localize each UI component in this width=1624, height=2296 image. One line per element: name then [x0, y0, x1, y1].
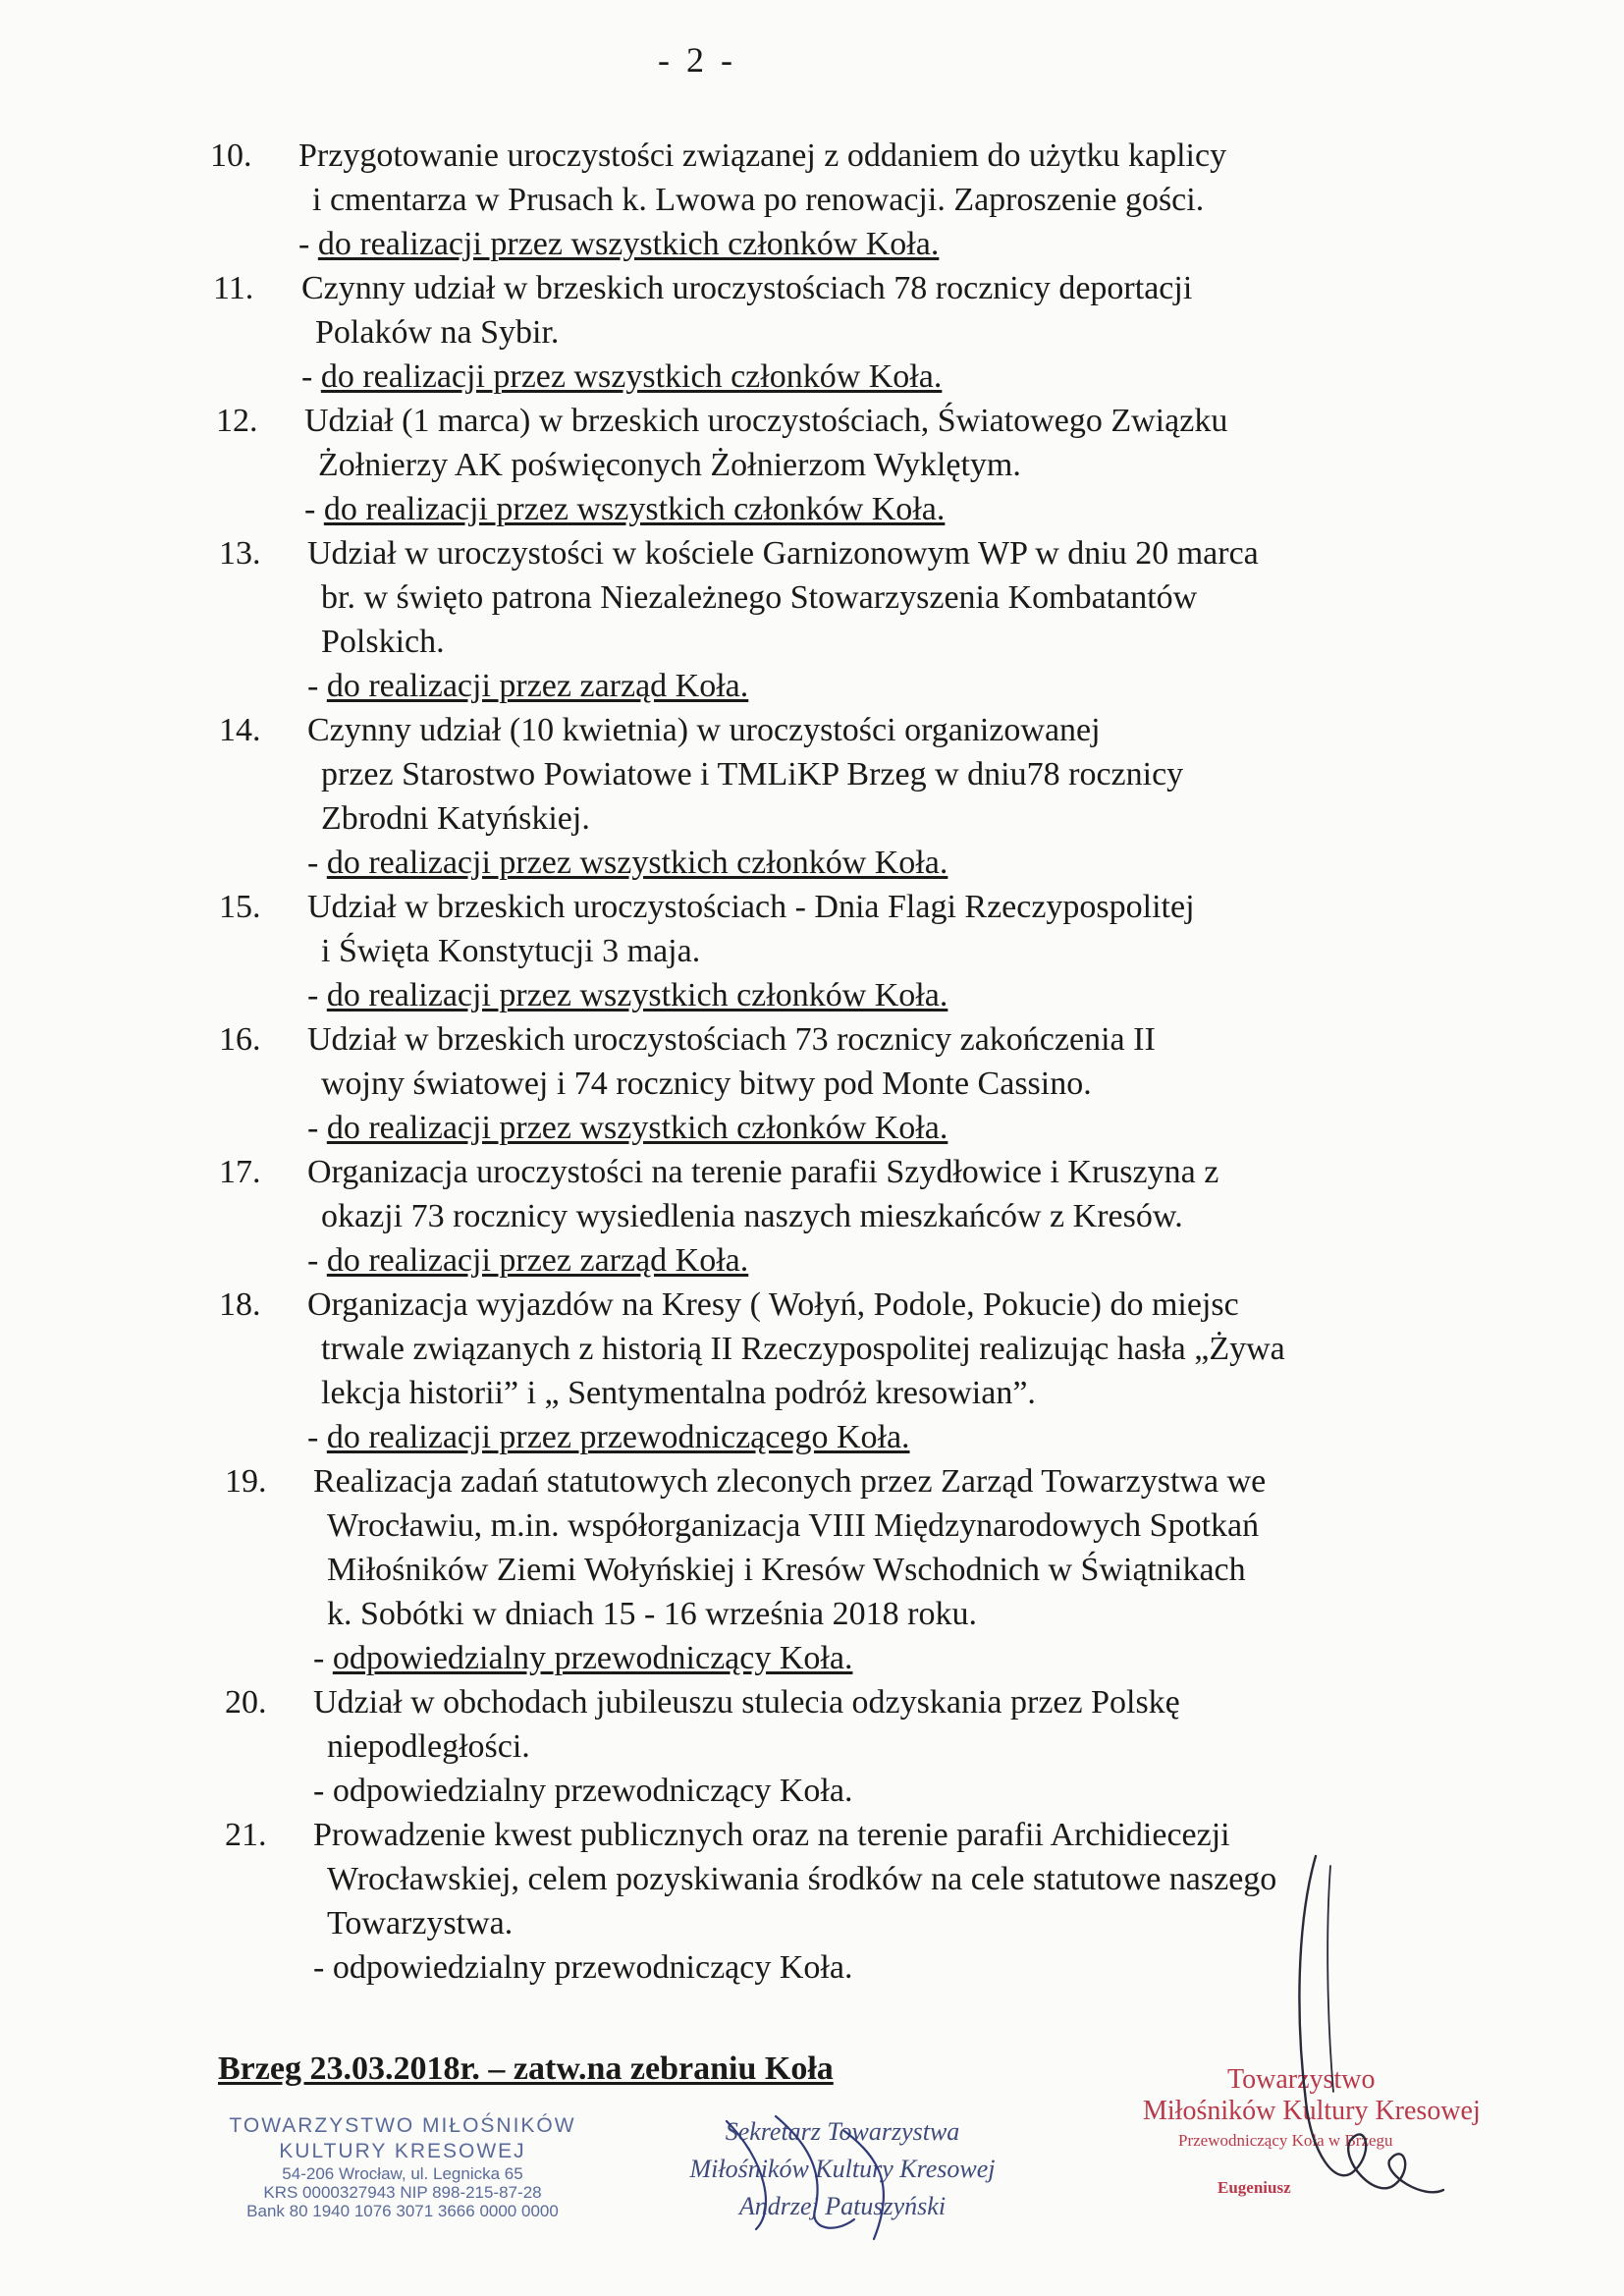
item-responsible: [301, 355, 1487, 399]
item-text-line: br. w święto patrona Niezależnego Stowarzyszenia Kombatantów: [321, 579, 1198, 616]
responsible-text: do realizacji przez zarząd Koła.: [326, 668, 749, 704]
responsible-text: odpowiedzialny przewodniczący Koła.: [332, 1640, 853, 1676]
item-number: 14.: [219, 712, 261, 748]
item-text-line: Organizacja wyjazdów na Kresy ( Wołyń, Podole, Pokucie) do miejsc: [307, 1286, 1239, 1323]
item-responsible: [307, 1415, 1487, 1459]
item-text-line: i Święta Konstytucji 3 maja.: [321, 933, 701, 969]
item-text-line: niepodległości.: [327, 1728, 530, 1765]
responsible-dash: -: [307, 668, 327, 704]
item-text-line: Zbrodni Katyńskiej.: [321, 800, 590, 837]
page-number: - 2 -: [658, 40, 736, 80]
item-number: 19.: [225, 1463, 267, 1500]
chairman-stamp-line-2: Miłośników Kultury Kresowej: [1143, 2096, 1481, 2126]
responsible-dash: -: [307, 845, 327, 881]
item-text-line: Udział w brzeskich uroczystościach - Dnia Flagi Rzeczypospolitej: [307, 889, 1195, 925]
item-text-line: Polskich.: [321, 624, 445, 660]
responsible-text: do realizacji przez wszystkich członków Koła.: [320, 358, 943, 395]
item-responsible: [307, 841, 1487, 885]
item-responsible: [307, 973, 1487, 1017]
item-number: 11.: [213, 270, 254, 306]
item-number: 12.: [216, 403, 258, 439]
stamp-org-name: TOWARZYSTWO MIŁOŚNIKÓW: [229, 2114, 576, 2137]
secretary-org: Miłośników Kultury Kresowej: [689, 2155, 996, 2183]
item-text-line: Organizacja uroczystości na terenie parafii Szydłowice i Kruszyna z: [307, 1154, 1219, 1190]
item-text-line: i cmentarza w Prusach k. Lwowa po renowacji. Zaproszenie gości.: [312, 182, 1205, 218]
item-number: 18.: [219, 1286, 261, 1323]
responsible-dash: -: [307, 1419, 327, 1455]
stamp-bank: Bank 80 1940 1076 3071 3666 0000 0000: [246, 2202, 559, 2220]
item-responsible: [307, 1238, 1487, 1283]
item-text-line: k. Sobótki w dniach 15 - 16 września 2018 roku.: [327, 1596, 977, 1632]
responsible-dash: -: [313, 1640, 333, 1676]
chairman-stamp-line-1: Towarzystwo: [1227, 2064, 1376, 2095]
stamp-address: 54-206 Wrocław, ul. Legnicka 65: [282, 2164, 523, 2183]
agenda-item: [219, 708, 1487, 885]
responsible-text: do realizacji przez wszystkich członków Koła.: [317, 226, 940, 262]
chairman-stamp-line-4: Eugeniusz: [1218, 2178, 1291, 2197]
item-responsible: [307, 1106, 1487, 1150]
agenda-item: [219, 1150, 1487, 1283]
item-body: [313, 1680, 1487, 1813]
item-text-line: Udział w uroczystości w kościele Garnizonowym WP w dniu 20 marca: [307, 535, 1259, 572]
item-text-line: Przygotowanie uroczystości związanej z oddaniem do użytku kaplicy: [298, 137, 1227, 174]
agenda-item: [219, 1283, 1487, 1459]
responsible-text: do realizacji przez zarząd Koła.: [326, 1242, 749, 1279]
item-text-line: Towarzystwa.: [327, 1905, 514, 1941]
agenda-item: [225, 1459, 1487, 1680]
item-body: [307, 708, 1487, 885]
item-body: [307, 1283, 1487, 1459]
responsible-text: do realizacji przez wszystkich członków Koła.: [326, 1110, 948, 1146]
agenda-item: [210, 134, 1487, 266]
responsible-dash: -: [298, 226, 318, 262]
agenda-item: [225, 1813, 1487, 1990]
item-text-line: Wrocławskiej, celem pozyskiwania środków na cele statutowe naszego: [327, 1861, 1277, 1897]
agenda-item: [213, 266, 1487, 399]
responsible-text: do realizacji przez wszystkich członków Koła.: [326, 845, 948, 881]
agenda-item: [219, 531, 1487, 708]
item-text-line: Udział w brzeskich uroczystościach 73 rocznicy zakończenia II: [307, 1021, 1156, 1058]
secretary-title: Sekretarz Towarzystwa: [725, 2117, 960, 2146]
item-responsible: [313, 1769, 1487, 1813]
item-body: [313, 1813, 1487, 1990]
item-text-line: Realizacja zadań statutowych zleconych przez Zarząd Towarzystwa we: [313, 1463, 1267, 1500]
item-number: 17.: [219, 1154, 261, 1190]
item-body: [307, 1150, 1487, 1283]
item-number: 16.: [219, 1021, 261, 1058]
responsible-dash: -: [313, 1773, 333, 1809]
chairman-stamp: [1129, 2052, 1522, 2219]
item-number: 10.: [210, 137, 252, 174]
item-body: [307, 885, 1487, 1017]
item-body: [304, 399, 1487, 531]
item-number: 20.: [225, 1684, 267, 1721]
agenda-item: [225, 1680, 1487, 1813]
item-text-line: okazji 73 rocznicy wysiedlenia naszych mieszkańców z Kresów.: [321, 1198, 1183, 1234]
responsible-text: do realizacji przez wszystkich członków Koła.: [326, 977, 948, 1013]
item-body: [301, 266, 1487, 399]
agenda-item: [219, 885, 1487, 1017]
agenda-list: [210, 134, 1487, 1990]
item-text-line: Polaków na Sybir.: [315, 314, 560, 351]
item-text-line: Czynny udział (10 kwietnia) w uroczystości organizowanej: [307, 712, 1101, 748]
secretary-name: Andrzej Patuszyński: [738, 2192, 947, 2220]
responsible-text: odpowiedzialny przewodniczący Koła.: [332, 1949, 853, 1986]
item-text-line: wojny światowej i 74 rocznicy bitwy pod Monte Cassino.: [321, 1066, 1092, 1102]
item-text-line: Miłośników Ziemi Wołyńskiej i Kresów Wschodnich w Świątnikach: [327, 1552, 1246, 1588]
item-text-line: przez Starostwo Powiatowe i TMLiKP Brzeg w dniu78 rocznicy: [321, 756, 1184, 793]
item-body: [307, 1017, 1487, 1150]
item-text-line: Udział w obchodach jubileuszu stulecia odzyskania przez Polskę: [313, 1684, 1180, 1721]
item-responsible: [298, 222, 1487, 266]
item-body: [307, 531, 1487, 708]
responsible-dash: -: [307, 1110, 327, 1146]
item-text-line: Wrocławiu, m.in. współorganizacja VIII Międzynarodowych Spotkań: [327, 1507, 1260, 1544]
responsible-dash: -: [307, 1242, 327, 1279]
item-text-line: trwale związanych z historią II Rzeczypospolitej realizując hasła „Żywa: [321, 1331, 1285, 1367]
chairman-stamp-line-3: Przewodniczący Koła w Brzegu: [1178, 2131, 1393, 2150]
item-responsible: [313, 1945, 1487, 1990]
secretary-stamp: [656, 2113, 1029, 2225]
stamp-registry: KRS 0000327943 NIP 898-215-87-28: [263, 2183, 542, 2202]
item-text-line: Czynny udział w brzeskich uroczystościach 78 rocznicy deportacji: [301, 270, 1193, 306]
item-number: 15.: [219, 889, 261, 925]
organization-stamp: [216, 2113, 589, 2220]
item-text-line: lekcja historii” i „ Sentymentalna podróż kresowian”.: [321, 1375, 1036, 1411]
item-number: 13.: [219, 535, 261, 572]
responsible-text: do realizacji przez wszystkich członków Koła.: [323, 491, 946, 527]
item-body: [298, 134, 1487, 266]
responsible-dash: -: [301, 358, 321, 395]
agenda-item: [216, 399, 1487, 531]
item-text-line: Udział (1 marca) w brzeskich uroczystościach, Światowego Związku: [304, 403, 1228, 439]
responsible-dash: -: [313, 1949, 333, 1986]
item-number: 21.: [225, 1817, 267, 1853]
item-text-line: Żołnierzy AK poświęconych Żołnierzom Wyklętym.: [318, 447, 1021, 483]
responsible-dash: -: [307, 977, 327, 1013]
item-text-line: Prowadzenie kwest publicznych oraz na terenie parafii Archidiecezji: [313, 1817, 1230, 1853]
responsible-text: do realizacji przez przewodniczącego Koła.: [326, 1419, 910, 1455]
responsible-text: odpowiedzialny przewodniczący Koła.: [332, 1773, 853, 1809]
item-body: [313, 1459, 1487, 1680]
item-responsible: [304, 487, 1487, 531]
place-date-line: Brzeg 23.03.2018r. – zatw.na zebraniu Koła: [218, 2050, 834, 2087]
responsible-dash: -: [304, 491, 324, 527]
item-responsible: [313, 1636, 1487, 1680]
stamp-org-name-2: KULTURY KRESOWEJ: [279, 2140, 526, 2162]
agenda-item: [219, 1017, 1487, 1150]
item-responsible: [307, 664, 1487, 708]
